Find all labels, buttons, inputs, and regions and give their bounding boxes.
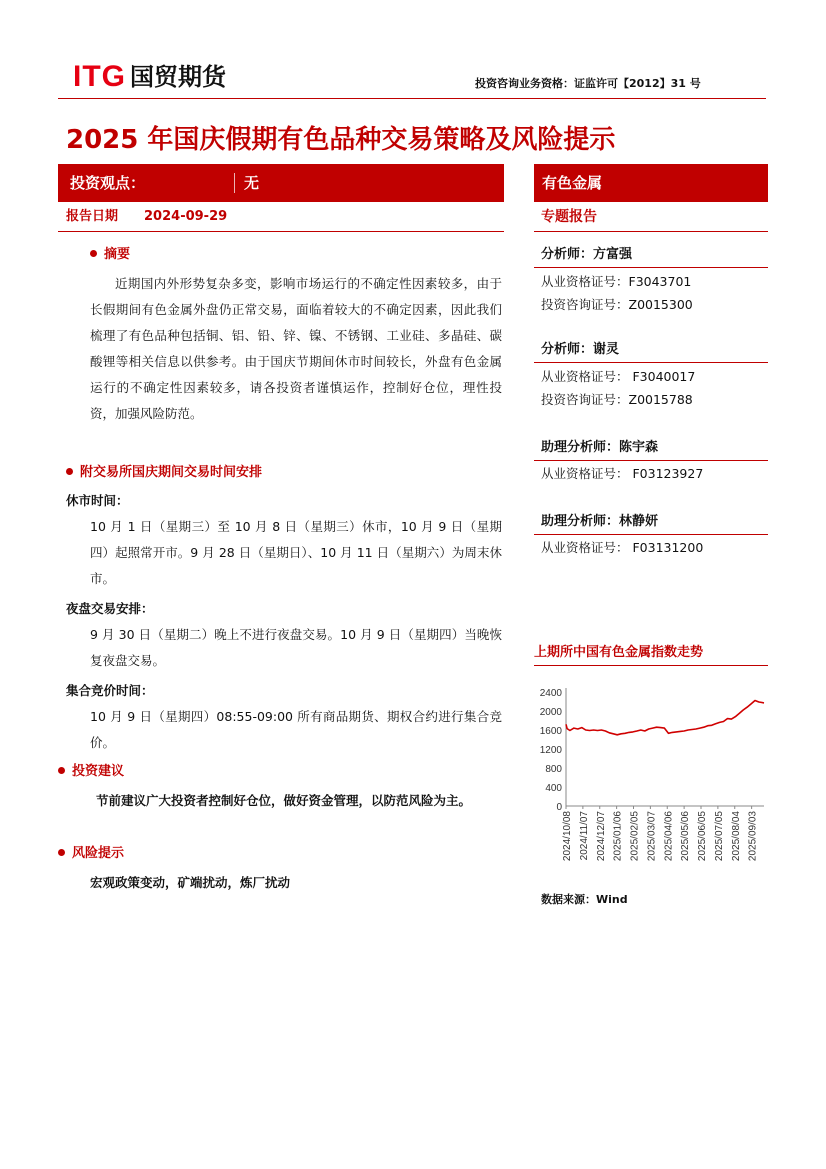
analyst-2-cert-2: 投资咨询证号：Z0015788	[541, 392, 693, 407]
analyst-2-divider	[534, 362, 768, 363]
bullet-dot-icon	[58, 849, 65, 856]
analyst-4-cert-1: 从业资格证号： F03131200	[541, 540, 704, 555]
report-title: 2025 年国庆假期有色品种交易策略及风险提示	[66, 125, 616, 155]
investment-view-value: 无	[244, 174, 260, 192]
x-tick-label: 2024/12/07	[595, 811, 607, 862]
x-tick-label: 2025/05/06	[680, 811, 692, 862]
report-type: 专题报告	[541, 209, 597, 225]
date-divider	[58, 231, 504, 232]
x-tick-label: 2025/08/04	[730, 811, 742, 862]
x-tick-label: 2024/11/07	[578, 811, 590, 861]
analyst-2-name: 分析师：谢灵	[541, 342, 620, 357]
y-tick-label: 2400	[539, 688, 562, 699]
risk-text: 宏观政策变动，矿端扰动，炼厂扰动	[90, 875, 291, 890]
index-trend-chart	[534, 672, 768, 888]
x-tick-label: 2025/07/05	[713, 811, 725, 862]
report-date-row	[66, 208, 227, 226]
sector-bar	[534, 164, 768, 202]
advice-heading	[58, 763, 124, 781]
summary-text: 近期国内外形势复杂多变，影响市场运行的不确定性因素较多，由于长假期间有色金属外盘仍正常交易，面临着较大的不确定因素，因此我们梳理了有色品种包括铜、铝、铅、锌、镍、不锈钢、工业硅、多晶硅、碳酸锂等相关信息以供参考。由于国庆节期间休市时间较长，外盘有色金属运行的不确定性因素较多，请各投资者谨慎运作，控制好仓位，理性投资，加强风险防范。	[90, 276, 502, 421]
x-tick-label: 2025/04/06	[663, 811, 675, 862]
closure-text: 10 月 1 日（星期三）至 10 月 8 日（星期三）休市，10 月 9 日（星期四）起照常开市。9 月 28 日（星期日）、10 月 11 日（星期六）为周末休市。	[90, 519, 502, 586]
chart-title: 上期所中国有色金属指数走势	[534, 645, 704, 660]
y-tick-label: 2000	[539, 707, 562, 718]
y-tick-label: 0	[556, 802, 562, 813]
bullet-dot-icon	[58, 767, 65, 774]
report-type-divider	[534, 231, 768, 232]
y-tick-label: 800	[545, 764, 562, 775]
sector-label: 有色金属	[542, 174, 603, 192]
analyst-1-name: 分析师：方富强	[541, 247, 633, 262]
report-date-label: 报告日期	[66, 209, 119, 224]
summary-heading	[90, 246, 130, 264]
series-line-0	[566, 701, 764, 735]
chart-title-divider	[534, 665, 768, 666]
night-trading-label: 夜盘交易安排：	[66, 601, 154, 616]
logo-company-name: 国贸期货	[130, 63, 226, 91]
advice-heading-text: 投资建议	[72, 764, 125, 779]
investment-view-bar	[58, 164, 504, 202]
auction-label: 集合竞价时间：	[66, 683, 154, 698]
analyst-4-name: 助理分析师：林静妍	[541, 514, 659, 529]
x-tick-label: 2025/03/07	[646, 811, 658, 862]
logo-itg: ITG	[73, 60, 126, 93]
schedule-heading	[66, 464, 262, 482]
analyst-1-cert-2: 投资咨询证号：Z0015300	[541, 297, 693, 312]
risk-heading	[58, 845, 124, 863]
risk-heading-text: 风险提示	[72, 846, 125, 861]
advice-text: 节前建议广大投资者控制好仓位，做好资金管理，以防范风险为主。	[96, 793, 472, 808]
x-tick-label: 2024/10/08	[562, 811, 573, 862]
x-tick-label: 2025/09/03	[747, 811, 759, 862]
y-tick-label: 1200	[539, 745, 562, 756]
closure-label: 休市时间：	[66, 493, 129, 508]
bullet-dot-icon	[90, 250, 97, 257]
analyst-2-cert-1: 从业资格证号： F3040017	[541, 369, 696, 384]
y-tick-label: 1600	[539, 726, 562, 737]
analyst-1-divider	[534, 267, 768, 268]
analyst-4-divider	[534, 534, 768, 535]
y-tick-label: 400	[545, 783, 562, 794]
summary-heading-text: 摘要	[104, 247, 131, 262]
investment-view-label: 投资观点：	[70, 174, 146, 192]
data-source: 数据来源：Wind	[541, 893, 628, 906]
x-tick-label: 2025/02/05	[629, 811, 641, 862]
analyst-3-cert-1: 从业资格证号： F03123927	[541, 466, 704, 481]
analyst-3-name: 助理分析师：陈宇森	[541, 440, 659, 455]
schedule-heading-text: 附交易所国庆期间交易时间安排	[80, 465, 263, 480]
analyst-3-divider	[534, 460, 768, 461]
report-date-value: 2024-09-29	[144, 209, 228, 224]
qualification-text: 投资咨询业务资格：证监许可【2012】31 号	[475, 77, 701, 90]
night-trading-text: 9 月 30 日（星期二）晚上不进行夜盘交易。10 月 9 日（星期四）当晚恢复夜盘交易。	[90, 627, 502, 668]
x-tick-label: 2025/06/05	[697, 811, 708, 862]
header-divider	[58, 98, 766, 99]
analyst-1-cert-1: 从业资格证号：F3043701	[541, 274, 692, 289]
x-tick-label: 2025/01/06	[612, 811, 624, 862]
auction-text: 10 月 9 日（星期四）08:55-09:00 所有商品期货、期权合约进行集合竞价。	[90, 709, 502, 750]
bullet-dot-icon	[66, 468, 73, 475]
bar-separator	[234, 173, 235, 193]
